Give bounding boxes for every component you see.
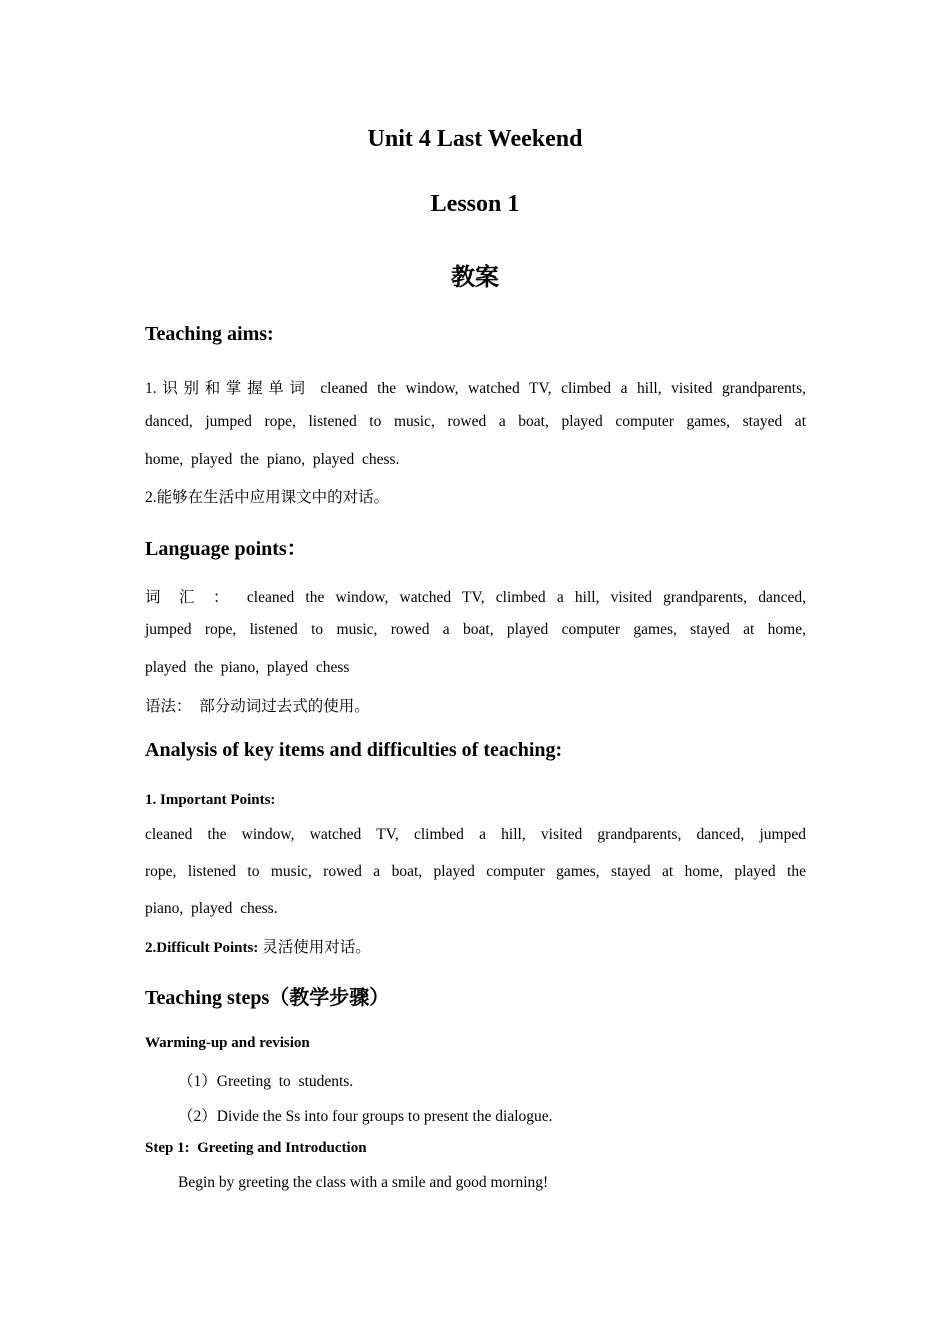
step1-text: Begin by greeting the class with a smile and good morning!: [178, 1174, 549, 1191]
teaching-steps-heading: Teaching steps（教学步骤）: [145, 987, 390, 1009]
aims-line: home, played the piano, played chess.: [145, 451, 400, 468]
document-title: Unit 4 Last Weekend: [367, 126, 583, 152]
language-line: jumped rope, listened to music, rowed a boat, played computer games, stayed at home,: [145, 621, 806, 638]
difficult-points-label: 2.Difficult Points:: [145, 940, 259, 956]
lesson-title: Lesson 1: [430, 191, 520, 217]
important-line: cleaned the window, watched TV, climbed a hill, visited grandparents, danced, jumped: [145, 826, 806, 843]
teaching-aims-heading: Teaching aims:: [145, 323, 274, 345]
language-points-heading: Language points：: [145, 538, 307, 560]
difficult-points-text: 灵活使用对话。: [258, 939, 371, 956]
language-line: 语法： 部分动词过去式的使用。: [145, 698, 370, 715]
difficult-points: [145, 935, 806, 957]
analysis-heading: Analysis of key items and difficulties of teaching:: [145, 739, 563, 761]
aims-line: 2.能够在生活中应用课文中的对话。: [145, 489, 390, 506]
important-line: piano, played chess.: [145, 900, 278, 917]
warmup-label: Warming-up and revision: [145, 1035, 310, 1051]
warmup-item: （1）Greeting to students.: [178, 1073, 354, 1090]
step1-label: Step 1: Greeting and Introduction: [145, 1140, 367, 1156]
important-line: rope, listened to music, rowed a boat, played computer games, stayed at home, played the: [145, 863, 806, 880]
language-line: 词 汇 ： cleaned the window, watched TV, climbed a hill, visited grandparents, danced,: [145, 589, 806, 606]
language-line: played the piano, played chess: [145, 659, 350, 676]
aims-line: danced, jumped rope, listened to music, rowed a boat, played computer games, stayed at: [145, 413, 806, 430]
warmup-item: （2）Divide the Ss into four groups to present the dialogue.: [178, 1108, 553, 1125]
document-subtitle: 教案: [451, 265, 499, 291]
aims-line: 1.识别和掌握单词 cleaned the window, watched TV, climbed a hill, visited grandparents,: [145, 380, 806, 397]
important-points-label: 1. Important Points:: [145, 792, 276, 808]
